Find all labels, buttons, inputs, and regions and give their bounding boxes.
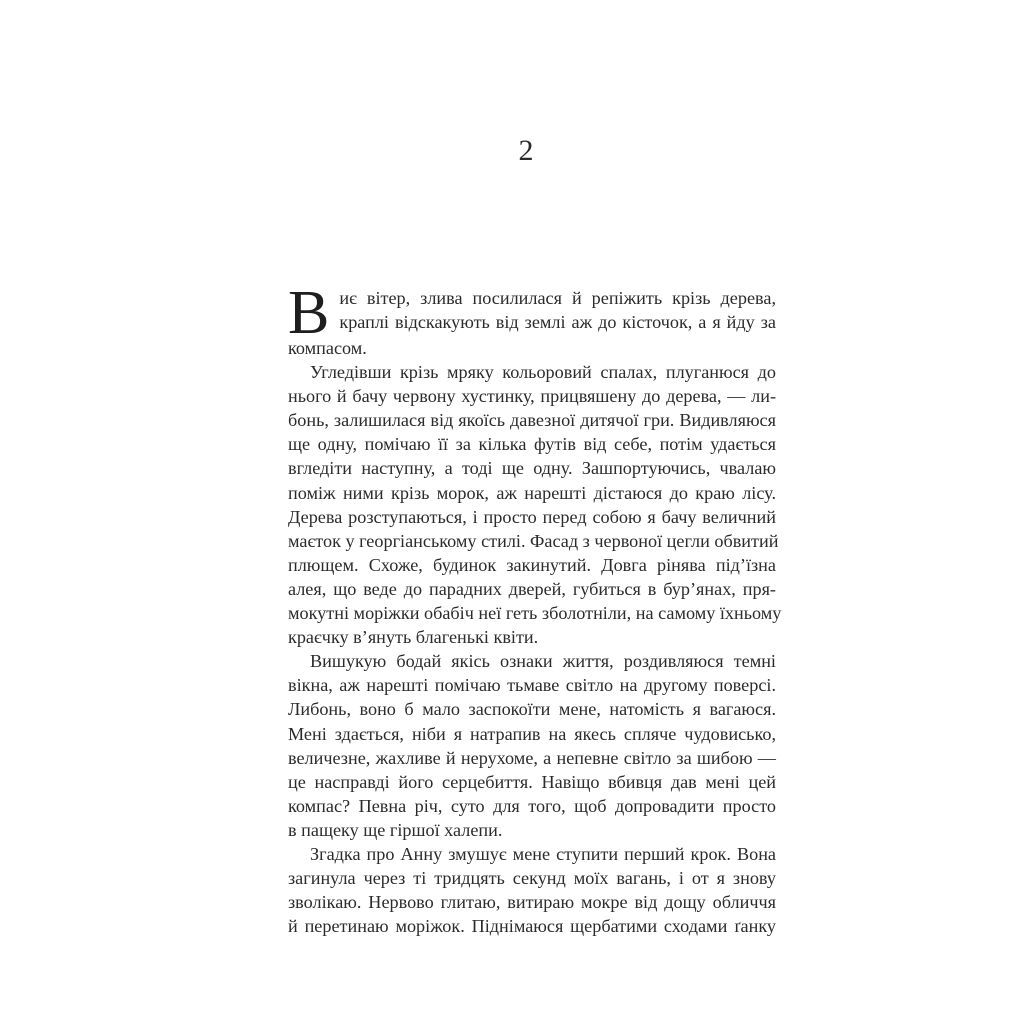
text-line: маєток у георгіанському стилі. Фасад з червоної цегли обвитий — [288, 530, 779, 551]
text-line: це насправді його серцебиття. Навіщо вбивця дав мені цей — [288, 771, 776, 792]
text-line: в пащеку ще гіршої халепи. — [288, 819, 503, 840]
text-line: бонь, залишилася від якоїсь давезної дитячої гри. Видивляюся — [288, 410, 776, 431]
text-line: Либонь, воно б мало заспокоїти мене, натомість я вагаюся. — [288, 699, 776, 720]
text-line: зволікаю. Нервово глитаю, витираю мокре від дощу обличчя — [288, 892, 776, 913]
body-text — [288, 279, 782, 938]
paragraph-1 — [288, 279, 776, 360]
text-line: плющем. Схоже, будинок закинутий. Довга рінява під’їзна — [288, 554, 776, 575]
text-line: Дерева розступаються, і просто перед собою я бачу величний — [288, 506, 776, 527]
text-line: алея, що веде до парадних дверей, губиться в бур’янах, пря- — [288, 578, 776, 599]
text-line: Угледівши крізь мряку кольоровий спалах, плуганюся до — [310, 362, 776, 383]
text-line: й перетинаю моріжок. Піднімаюся щербатими сходами ґанку — [288, 916, 776, 937]
paragraph-2 — [288, 360, 782, 649]
text-line: мокутні моріжки обабіч неї геть зболотніли, на самому їхньому — [288, 603, 782, 624]
chapter-number: 2 — [518, 134, 534, 167]
paragraph-3 — [288, 649, 776, 842]
text-line: Згадка про Анну змушує мене ступити перший крок. Вона — [310, 843, 776, 864]
text-line: нього й бачу червону хустинку, прицвяшену до дерева, — ли- — [288, 386, 776, 407]
drop-cap: В — [288, 279, 330, 347]
text-line: поміж ними крізь морок, аж нарешті дістаюся до краю лісу. — [288, 482, 776, 503]
text-line: иє вітер, злива посилилася й репіжить крізь дерева, — [339, 288, 776, 308]
text-line: компас? Певна річ, суто для того, щоб допровадити просто — [288, 795, 776, 816]
text-line: Вишукую бодай якісь ознаки життя, роздивляюся темні — [310, 651, 776, 672]
text-line: краплі відскакують від землі аж до кісточок, а я йду за — [339, 312, 776, 333]
text-line: вікна, аж нарешті помічаю тьмаве світло на другому поверсі. — [288, 675, 776, 696]
text-line: Мені здається, ніби я натрапив на якесь спляче чудовисько, — [288, 723, 776, 744]
text-line: загинула через ті тридцять секунд моїх вагань, і от я знову — [288, 868, 776, 889]
paragraph-4 — [288, 842, 776, 938]
text-line: ще одну, помічаю її за кілька футів від себе, потім удається — [288, 434, 776, 455]
text-line: величезне, жахливе й нерухоме, а непевне світло за шибою — — [288, 747, 776, 768]
text-line: краєчку в’януть благенькі квіти. — [288, 627, 539, 648]
text-line: компасом. — [288, 338, 367, 358]
text-line: вгледіти наступну, а тоді ще одну. Зашпортуючись, чвалаю — [288, 458, 776, 479]
